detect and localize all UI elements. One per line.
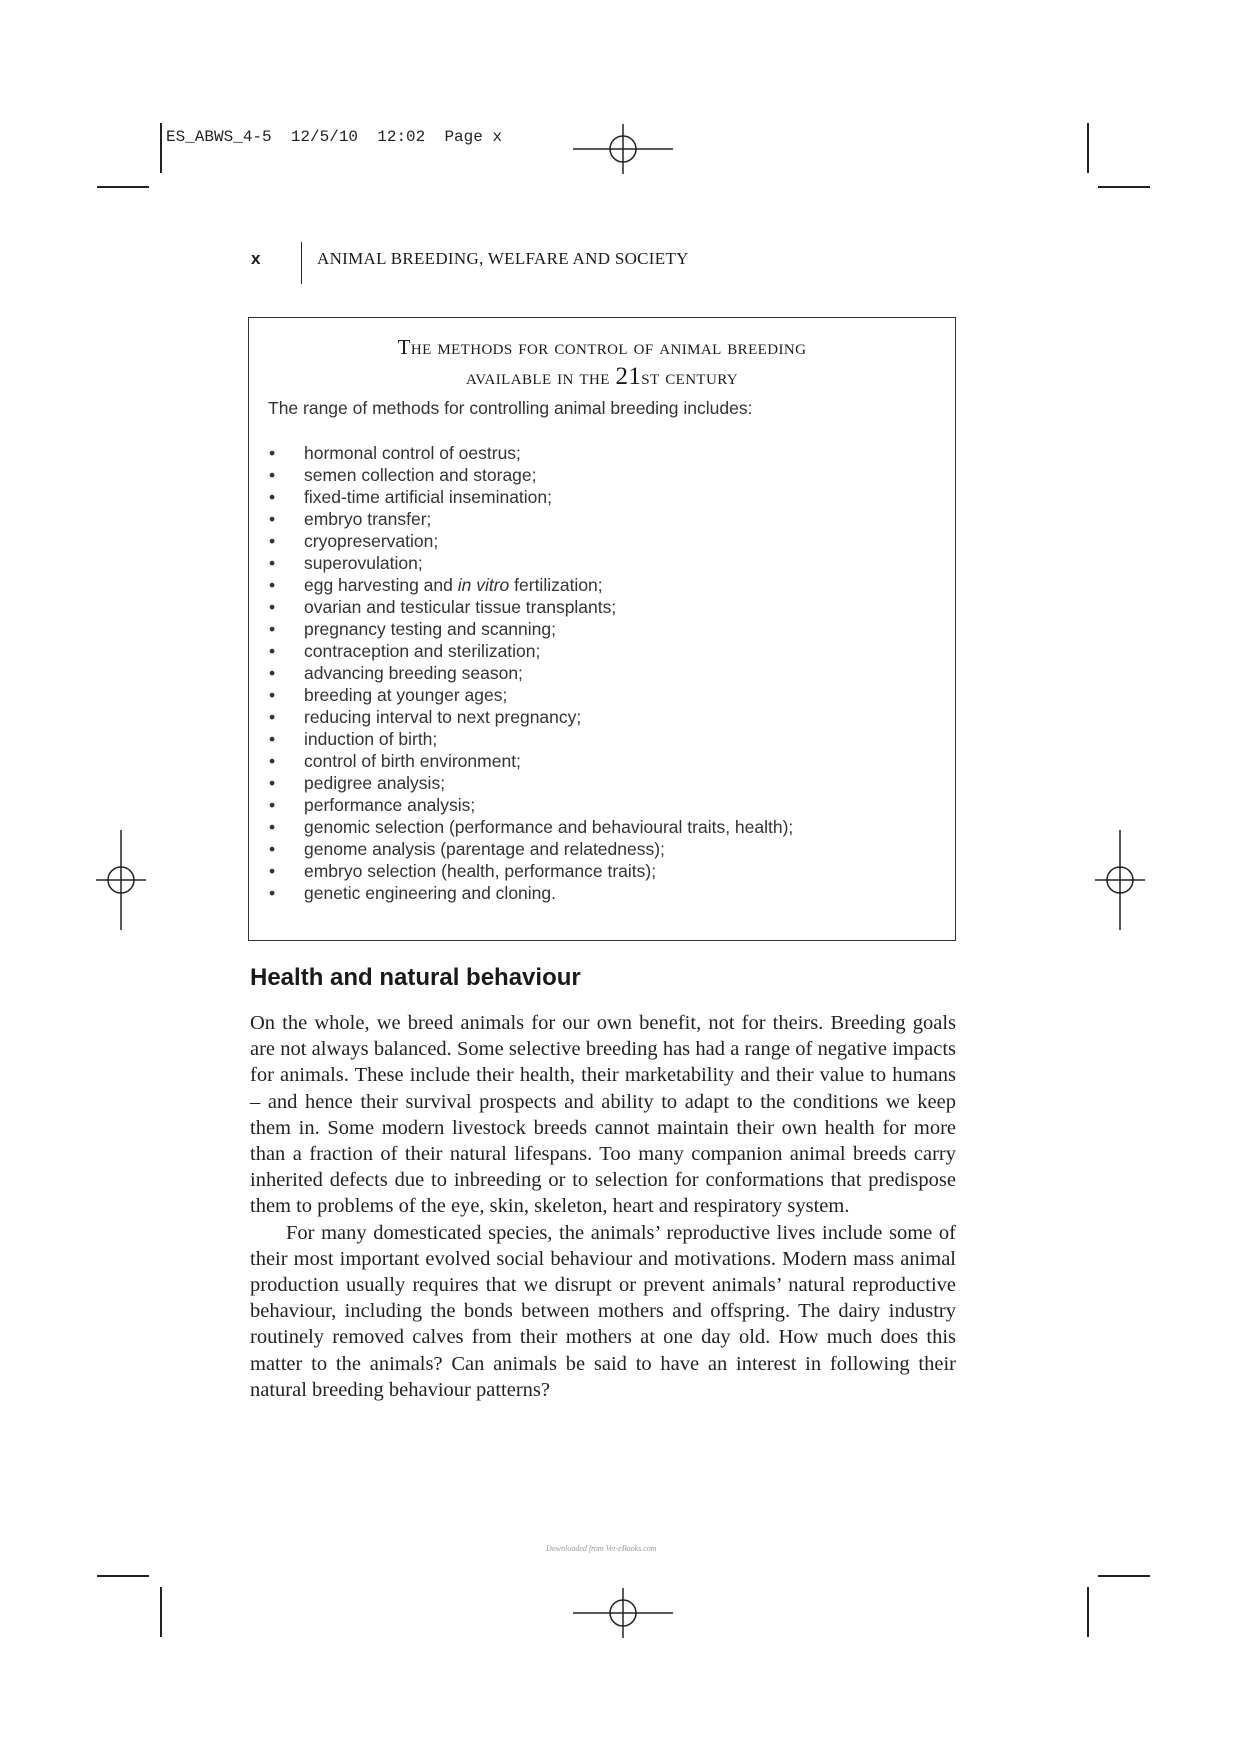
list-item-text: genomic selection (performance and behavioural traits, health); <box>304 817 794 837</box>
list-item <box>249 486 793 508</box>
registration-mark-icon <box>573 1563 673 1663</box>
list-item <box>249 750 793 772</box>
list-item-text: contraception and sterilization; <box>304 641 541 661</box>
bullet-icon: • <box>269 575 276 595</box>
bullet-icon: • <box>269 795 276 815</box>
bullet-icon: • <box>269 553 276 573</box>
bullet-icon: • <box>269 531 276 551</box>
box-intro: The range of methods for controlling animal breeding includes: <box>268 398 753 418</box>
list-item <box>249 662 793 684</box>
running-head: ANIMAL BREEDING, WELFARE AND SOCIETY <box>317 249 689 268</box>
list-item <box>249 794 793 816</box>
bullet-icon: • <box>269 619 276 639</box>
bullet-icon: • <box>269 707 276 727</box>
list-item-text: genome analysis (parentage and relatedness); <box>304 839 665 859</box>
bullet-icon: • <box>269 465 276 485</box>
list-item <box>249 706 793 728</box>
crop-mark <box>1087 1587 1089 1637</box>
list-item <box>249 640 793 662</box>
list-item <box>249 772 793 794</box>
crop-mark <box>97 1575 149 1577</box>
list-item-text: egg harvesting and in vitro fertilization; <box>304 575 603 595</box>
list-item <box>249 596 793 618</box>
list-item-text: cryopreservation; <box>304 531 439 551</box>
list-item-text: ovarian and testicular tissue transplants; <box>304 597 617 617</box>
crop-mark <box>97 186 149 188</box>
paragraph-2: For many domesticated species, the animals’ reproductive lives include some of their most important evolved social behaviour and motivations. Modern mass animal production usually requires that we disrupt or prevent animals’ natural reproductive behaviour, including the bonds between mothers and offspring. The dairy industry routinely removed calves from their mothers at one day old. How much does this matter to the animals? Can animals be said to have an interest in following their natural breeding behaviour patterns? <box>250 1221 956 1401</box>
box-title-line-1: The methods for control of animal breeding <box>397 335 807 359</box>
list-item <box>249 552 793 574</box>
list-item-text: pregnancy testing and scanning; <box>304 619 556 639</box>
bullet-icon: • <box>269 509 276 529</box>
list-item <box>249 816 793 838</box>
crop-mark <box>160 1587 162 1637</box>
list-item-text: fixed-time artificial insemination; <box>304 487 553 507</box>
list-item <box>249 684 793 706</box>
list-item <box>249 860 793 882</box>
list-item-text: control of birth environment; <box>304 751 521 771</box>
list-item-text: performance analysis; <box>304 795 476 815</box>
registration-mark-icon <box>573 99 673 199</box>
section-body <box>250 1010 956 1403</box>
bullet-icon: • <box>269 751 276 771</box>
list-item-text: pedigree analysis; <box>304 773 446 793</box>
download-watermark: Downloaded from Vet-eBooks.com <box>546 1544 657 1553</box>
printer-slug: ES_ABWS_4-5 12/5/10 12:02 Page x <box>166 128 503 146</box>
list-item <box>249 464 793 486</box>
list-item <box>249 882 793 904</box>
bullet-icon: • <box>269 839 276 859</box>
registration-mark-icon <box>1070 830 1170 930</box>
list-item-text: semen collection and storage; <box>304 465 537 485</box>
box-title-line-2: available in the 21st century <box>465 363 739 390</box>
section-heading: Health and natural behaviour <box>250 964 581 991</box>
bullet-icon: • <box>269 883 276 903</box>
crop-mark <box>1098 1575 1150 1577</box>
list-item-text: genetic engineering and cloning. <box>304 883 556 903</box>
crop-mark <box>1087 123 1089 173</box>
list-item-text: hormonal control of oestrus; <box>304 443 521 463</box>
list-item <box>249 442 793 464</box>
registration-mark-icon <box>71 830 171 930</box>
list-item-text: induction of birth; <box>304 729 438 749</box>
bullet-icon: • <box>269 773 276 793</box>
list-item <box>249 728 793 750</box>
list-item-text: embryo selection (health, performance traits); <box>304 861 657 881</box>
box-title <box>249 333 955 392</box>
bullet-icon: • <box>269 443 276 463</box>
bullet-icon: • <box>269 685 276 705</box>
list-item <box>249 838 793 860</box>
list-item-text: superovulation; <box>304 553 423 573</box>
bullet-icon: • <box>269 597 276 617</box>
list-item <box>249 530 793 552</box>
running-head-divider <box>301 242 302 284</box>
list-item-text: embryo transfer; <box>304 509 432 529</box>
list-item-text: reducing interval to next pregnancy; <box>304 707 582 727</box>
list-item-text: advancing breeding season; <box>304 663 523 683</box>
bullet-icon: • <box>269 663 276 683</box>
crop-mark <box>1098 186 1150 188</box>
bullet-icon: • <box>269 817 276 837</box>
bullet-icon: • <box>269 641 276 661</box>
list-item <box>249 618 793 640</box>
bullet-icon: • <box>269 487 276 507</box>
list-item-text: breeding at younger ages; <box>304 685 508 705</box>
list-item <box>249 508 793 530</box>
crop-mark <box>160 123 162 173</box>
bullet-icon: • <box>269 729 276 749</box>
list-item <box>249 574 793 596</box>
bullet-icon: • <box>269 861 276 881</box>
paragraph-1: On the whole, we breed animals for our own benefit, not for theirs. Breeding goals are not always balanced. Some selective breeding has had a range of negative impacts for animals. These include their health, their marketability and their value to humans – and hence their survival prospects and ability to adapt to the conditions we keep them in. Some modern livestock breeds cannot maintain their own health for more than a fraction of their natural lifespans. Too many companion animal breeds carry inherited defects due to inbreeding or to selection for conformations that predispose them to problems of the eye, skin, skeleton, heart and respiratory system. <box>250 1012 956 1218</box>
page-number: x <box>251 249 261 268</box>
methods-box <box>248 317 956 941</box>
methods-list <box>249 442 793 904</box>
